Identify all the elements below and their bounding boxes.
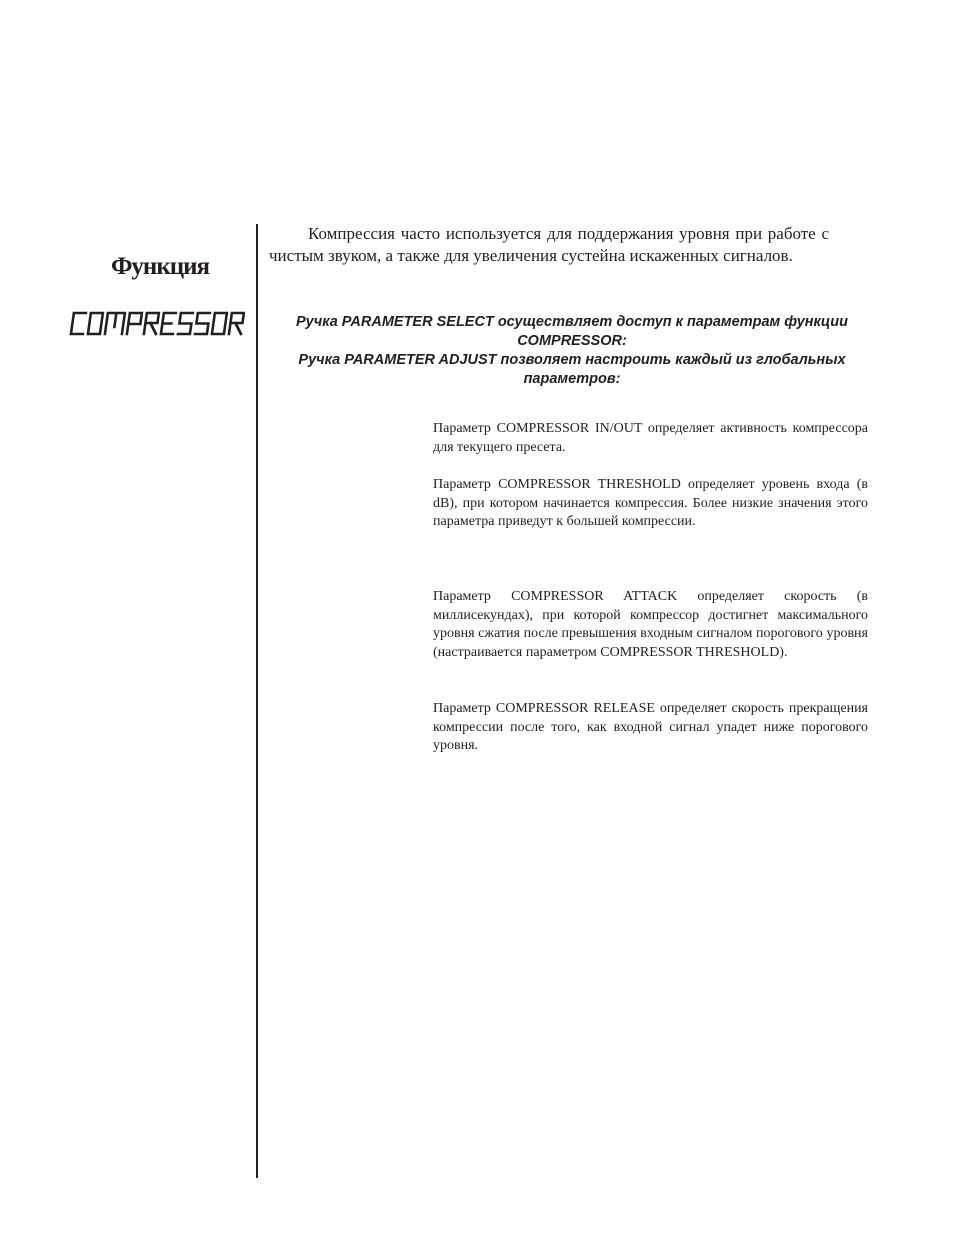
vertical-divider-line xyxy=(256,224,258,1178)
param-release-description: Параметр COMPRESSOR RELEASE определяет скорость прекращения компрессии после того, как входной сигнал упадет ниже порогового уровня. xyxy=(433,701,868,753)
intro-paragraph xyxy=(269,223,829,267)
param-attack-description: Параметр COMPRESSOR ATTACK определяет скорость (в миллисекундах), при которой компрессор достигнет максимального уровня сжатия после превышения входным сигналом порогового уровня (настраивается параметром COMPRESSOR THRESHOLD). xyxy=(433,589,868,660)
function-heading: Функция xyxy=(110,253,210,280)
param-in-out-description: Параметр COMPRESSOR IN/OUT определяет активность компрессора для текущего пресета. xyxy=(433,421,868,455)
lcd-segment-text xyxy=(67,305,245,343)
lcd-compressor-label xyxy=(67,305,245,343)
param-threshold-description: Параметр COMPRESSOR THRESHOLD определяет уровень входа (в dB), при котором начинается компрессия. Более низкие значения этого параметра приведут к большей компрессии. xyxy=(433,477,868,529)
intro-text: Компрессия часто используется для поддержания уровня при работе с чистым звуком, а также для увеличения сустейна искаженных сигналов. xyxy=(269,224,829,265)
parameter-select-note: Ручка PARAMETER SELECT осуществляет доступ к параметрам функции COMPRESSOR: xyxy=(296,314,848,349)
knob-instructions xyxy=(268,313,876,389)
parameter-adjust-note: Ручка PARAMETER ADJUST позволяет настроить каждый из глобальных параметров: xyxy=(298,352,846,387)
